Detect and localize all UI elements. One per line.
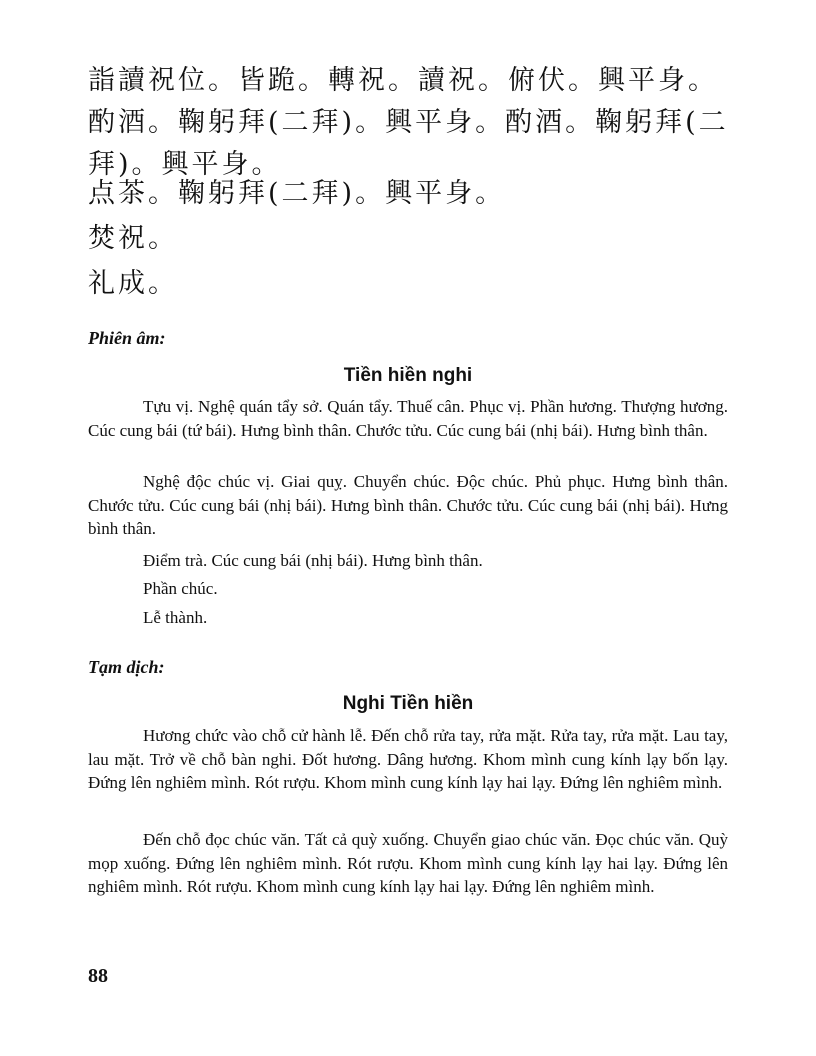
tam-dich-paragraph: Đến chỗ đọc chúc văn. Tất cả quỳ xuống. Chuyển giao chúc văn. Đọc chúc văn. Quỳ mọp xuống. Đứng lên nghiêm mình. Rót rượu. Khom mình cung kính lạy hai lạy. Đứng lên nghiêm mình. Rót rượu. Khom mình cung kính lạy hai lạy. Đứng lên nghiêm mình.: [88, 830, 728, 896]
tam-dich-paragraph: Hương chức vào chỗ cử hành lễ. Đến chỗ rửa tay, rửa mặt. Rửa tay, rửa mặt. Lau tay, lau mặt. Trở về chỗ bàn nghi. Đốt hương. Dâng hương. Khom mình cung kính lạy bốn lạy. Đứng lên nghiêm mình. Rót rượu. Khom mình cung kính lạy hai lạy. Đứng lên nghiêm mình.: [88, 726, 728, 792]
phien-am-line: Lễ thành.: [143, 608, 208, 627]
phien-am-paragraph: Tựu vị. Nghệ quán tẩy sở. Quán tẩy. Thuế cân. Phục vị. Phần hương. Thượng hương. Cúc cung bái (tứ bái). Hưng bình thân. Chước tửu. Cúc cung bái (nhị bái). Hưng bình thân.: [88, 397, 728, 440]
han-text-block: 詣讀祝位。皆跪。轉祝。讀祝。俯伏。興平身。酌酒。鞠躬拜(二拜)。興平身。酌酒。鞠躬拜(二拜)。興平身。: [88, 65, 729, 180]
tam-dich-label: Tạm dịch:: [88, 657, 165, 677]
page-number: 88: [88, 965, 108, 987]
han-text-line: 礼成。: [88, 268, 178, 299]
tam-dich-title: Nghi Tiền hiền: [342, 693, 474, 714]
han-text-line: 点茶。鞠躬拜(二拜)。興平身。: [88, 178, 506, 209]
phien-am-label: Phiên âm:: [88, 328, 166, 348]
phien-am-line: Phần chúc.: [143, 579, 218, 598]
phien-am-paragraph: Nghệ độc chúc vị. Giai quỵ. Chuyển chúc. Độc chúc. Phủ phục. Hưng bình thân. Chước tửu. Cúc cung bái (nhị bái). Hưng bình thân. Chước tửu. Cúc cung bái (nhị bái). Hưng bình thân.: [88, 472, 728, 538]
phien-am-title: Tiền hiền nghi: [343, 365, 473, 386]
phien-am-line: Điểm trà. Cúc cung bái (nhị bái). Hưng bình thân.: [143, 551, 483, 570]
han-text-line: 焚祝。: [88, 223, 178, 254]
